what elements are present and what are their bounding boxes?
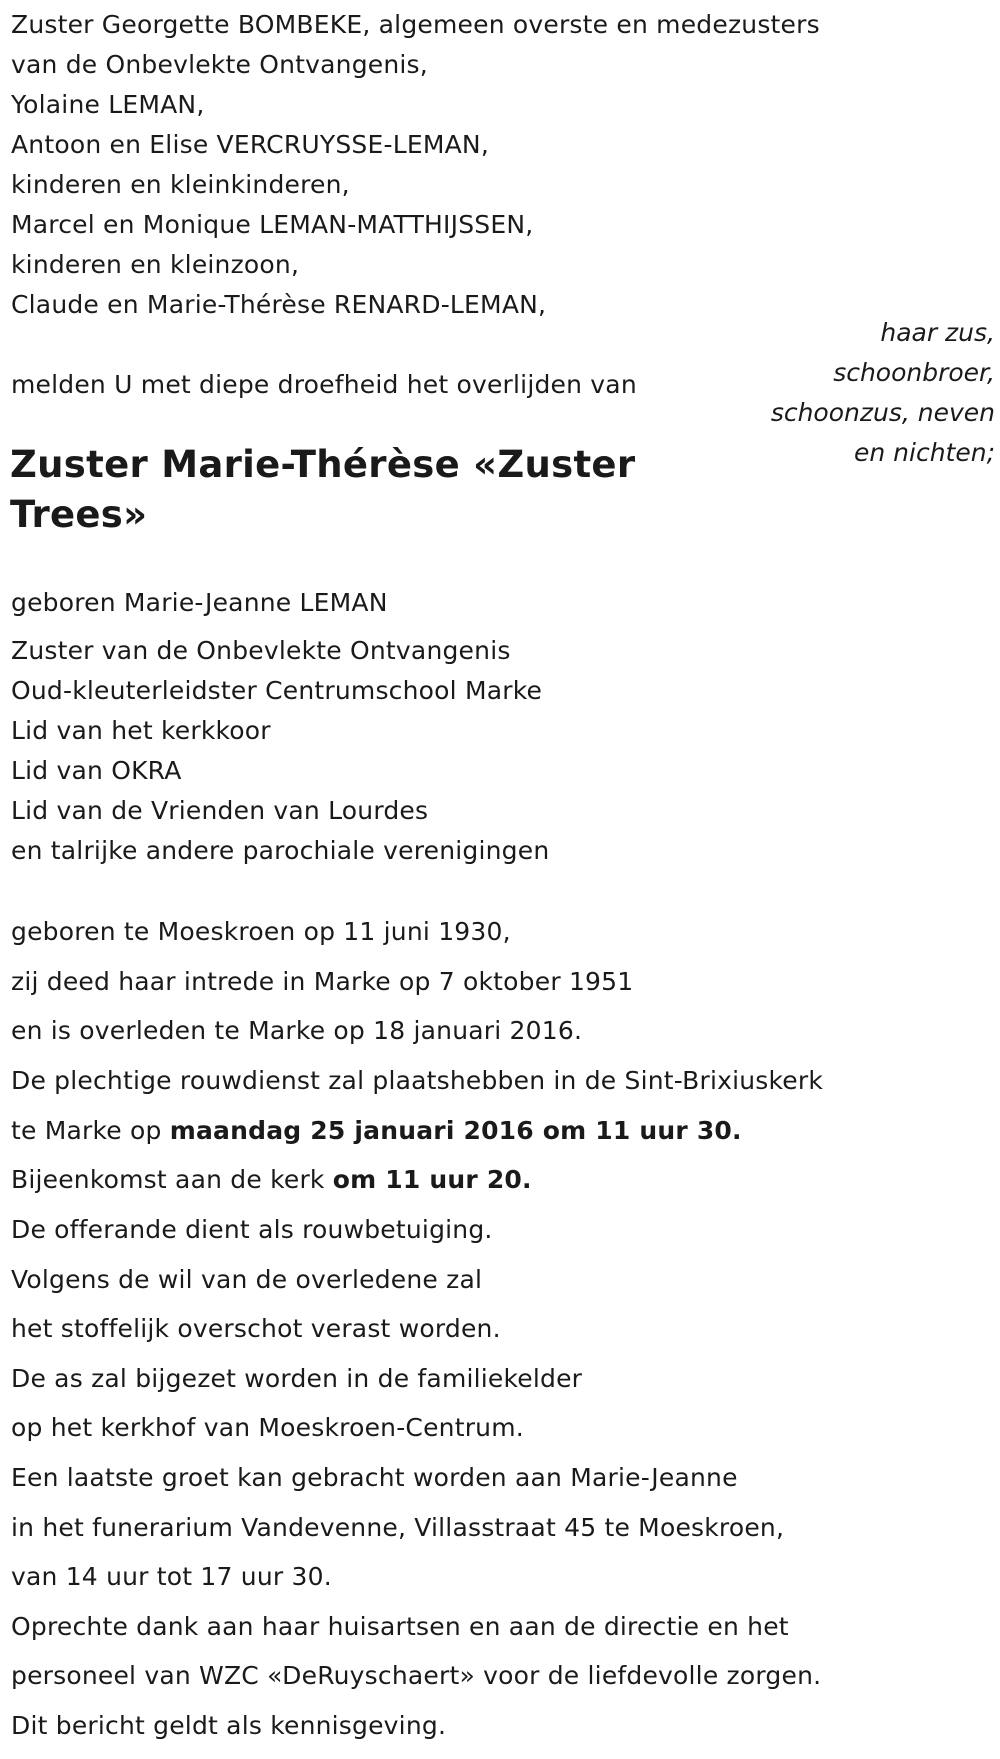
family-line: Marcel en Monique LEMAN-MATTHIJSSEN, — [11, 210, 534, 239]
family-line: Antoon en Elise VERCRUYSSE-LEMAN, — [11, 130, 489, 159]
will-line: het stoffelijk overschot verast worden. — [11, 1314, 501, 1343]
greeting-line: Een laatste groet kan gebracht worden aan Marie-Jeanne — [11, 1463, 738, 1492]
died-line: en is overleden te Marke op 18 januari 2016. — [11, 1016, 583, 1045]
family-line: van de Onbevlekte Ontvangenis, — [11, 50, 428, 79]
offering-line: De offerande dient als rouwbetuiging. — [11, 1215, 493, 1244]
service-date: maandag 25 januari 2016 om 11 uur 30. — [169, 1116, 742, 1145]
family-line: kinderen en kleinzoon, — [11, 250, 300, 279]
birth-name: geboren Marie-Jeanne LEMAN — [11, 588, 388, 617]
thanks-line: personeel van WZC «DeRuyschaert» voor de liefdevolle zorgen. — [11, 1661, 822, 1690]
will-line: Volgens de wil van de overledene zal — [11, 1265, 483, 1294]
family-line: Claude en Marie-Thérèse RENARD-LEMAN, — [11, 290, 547, 319]
service-place: te Marke op — [11, 1116, 170, 1145]
role-line: Zuster van de Onbevlekte Ontvangenis — [11, 636, 511, 665]
deceased-name: Zuster Marie-Thérèse «Zuster Trees» — [10, 443, 636, 536]
announcement: melden U met diepe droefheid het overlijden van — [11, 370, 637, 399]
service-intro: De plechtige rouwdienst zal plaatshebben in de Sint-Brixiuskerk — [11, 1066, 824, 1095]
role-line: Lid van OKRA — [11, 756, 182, 785]
entry-line: zij deed haar intrede in Marke op 7 oktober 1951 — [11, 967, 634, 996]
relation-line: schoonbroer, — [833, 358, 995, 387]
family-line: Zuster Georgette BOMBEKE, algemeen overste en medezusters — [11, 10, 820, 39]
ashes-line: op het kerkhof van Moeskroen-Centrum. — [11, 1413, 524, 1442]
greeting-line: in het funerarium Vandevenne, Villasstraat 45 te Moeskroen, — [11, 1513, 785, 1542]
notice-line: Dit bericht geldt als kennisgeving. — [11, 1711, 447, 1740]
gathering-time: om 11 uur 20. — [332, 1165, 532, 1194]
relation-line: schoonzus, neven — [770, 398, 995, 427]
ashes-line: De as zal bijgezet worden in de familiekelder — [11, 1364, 583, 1393]
relation-line: en nichten; — [853, 438, 995, 467]
family-line: kinderen en kleinkinderen, — [11, 170, 350, 199]
family-line: Yolaine LEMAN, — [11, 90, 205, 119]
greeting-line: van 14 uur tot 17 uur 30. — [11, 1562, 332, 1591]
role-line: en talrijke andere parochiale verenigingen — [11, 836, 550, 865]
role-line: Oud-kleuterleidster Centrumschool Marke — [11, 676, 543, 705]
gathering-text: Bijeenkomst aan de kerk — [11, 1165, 333, 1194]
relation-note — [771, 313, 995, 473]
role-line: Lid van het kerkkoor — [11, 716, 271, 745]
role-line: Lid van de Vrienden van Lourdes — [11, 796, 429, 825]
service-date-line — [11, 1116, 742, 1146]
born-line: geboren te Moeskroen op 11 juni 1930, — [11, 917, 511, 946]
gathering-line — [11, 1165, 532, 1195]
relation-line: haar zus, — [880, 318, 995, 347]
thanks-line: Oprechte dank aan haar huisartsen en aan de directie en het — [11, 1612, 789, 1641]
